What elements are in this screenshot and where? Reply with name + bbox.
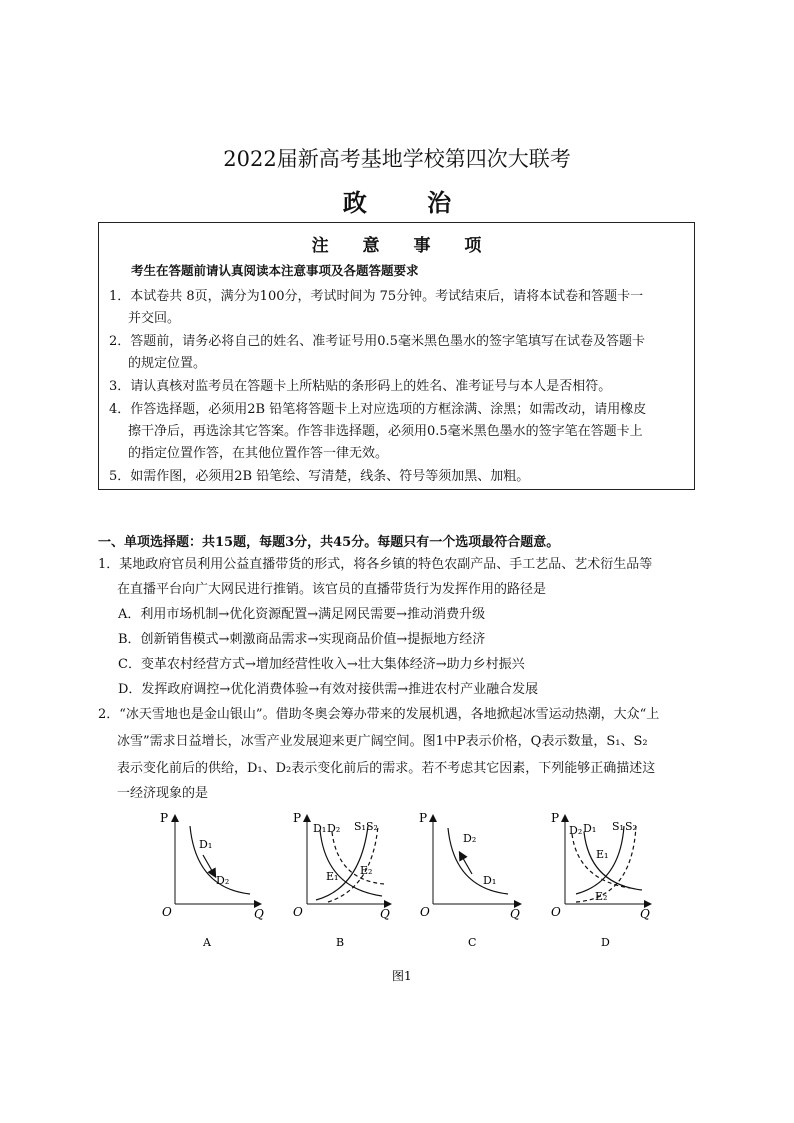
curve-label: D₁ [199,838,213,851]
exam-title: 2022届新高考基地学校第四次大联考 [223,147,571,171]
question-1-stem: 在直播平台向广大网民进行推销。该官员的直播带货行为发挥作用的路径是 [117,582,547,597]
panel-label: D [601,936,610,949]
axis-p-label: P [293,811,302,825]
notice-line: 3．请认真核对监考员在答题卡上所粘贴的条形码上的姓名、准考证号与本人是否相符。 [109,379,612,394]
panel-label: C [468,936,477,949]
question-2-stem: 一经济现象的是 [117,786,209,801]
question-1-option-d: D．发挥政府调控→优化消费体验→有效对接供需→推进农村产业融合发展 [118,682,539,697]
question-2-stem: 表示变化前后的供给，D₁、D₂表示变化前后的需求。若不考虑其它因素，下列能够正确描述这 [117,761,656,776]
figure-panel-a [160,811,264,949]
curve-label: D₁ [583,822,597,835]
notice-line: 4．作答选择题，必须用2B 铅笔将答题卡上对应选项的方框涂满、涂黑；如需改动，请用橡皮 [109,402,647,417]
equilibrium-label: E₁ [596,848,609,861]
question-2-stem: 2．“冰天雪地也是金山银山”。借助冬奥会筹办带来的发展机遇，各地掀起冰雪运动热潮，大众“上 [98,707,660,722]
axis-q-label: Q [640,907,650,921]
axis-q-label: Q [254,907,264,921]
axis-p-label: P [551,811,560,825]
notice-line: 擦干净后，再选涂其它答案。作答非选择题，必须用0.5毫米黑色墨水的签字笔在答题卡上 [128,424,643,439]
origin-label: O [293,905,303,919]
equilibrium-label: E₂ [360,864,373,877]
shift-arrow [203,855,215,876]
curve-label: S₁ [612,820,624,833]
exam-subject: 政 治 [342,188,478,217]
notice-heading: 注 意 事 项 [311,236,496,256]
curve-label: D₁ [483,874,497,887]
demand-curve-d1 [584,832,642,890]
notice-line: 1．本试卷共 8页，满分为100分，考试时间为 75分钟。考试结束后，请将本试卷和答题卡一 [109,289,644,304]
demand-curve-d1 [320,830,382,896]
curve-label: D₂ [569,824,583,837]
notice-subheading: 考生在答题前请认真阅读本注意事项及各题答题要求 [131,263,419,278]
notice-line: 并交回。 [128,311,181,326]
supply-curve-s1 [316,826,368,900]
section-heading: 一、单项选择题：共15题，每题3分，共45分。每题只有一个选项最符合题意。 [98,535,560,550]
equilibrium-label: E₂ [595,890,608,903]
curve-label: D₂ [463,832,477,845]
curve-label: D₂ [216,874,230,887]
shift-arrow [460,853,472,874]
figure-caption: 图1 [392,969,412,983]
axis-p-label: P [419,811,428,825]
notice-box [98,222,695,490]
question-1-option-a: A．利用市场机制→优化资源配置→满足网民需要→推动消费升级 [118,607,486,622]
question-1-option-c: C．变革农村经营方式→增加经营性收入→壮大集体经济→助力乡村振兴 [118,657,525,672]
notice-line: 2．答题前，请务必将自己的姓名、准考证号用0.5毫米黑色墨水的签字笔填写在试卷及答题卡 [109,334,645,349]
curve-label: D₁ [313,822,327,835]
notice-line: 的指定位置作答，在其他位置作答一律无效。 [128,446,389,461]
axis-q-label: Q [380,907,390,921]
demand-curve [448,828,508,894]
curve-label: S₁ [354,820,366,833]
origin-label: O [420,905,430,919]
question-1-stem: 1．某地政府官员利用公益直播带货的形式，将各乡镇的特色农副产品、手工艺品、艺术衍生品等 [98,557,653,572]
axis-q-label: Q [510,907,520,921]
panel-label: B [336,936,345,949]
origin-label: O [551,905,561,919]
figure-1 [150,808,660,988]
curve-label: S₂ [625,820,637,833]
notice-line: 的规定位置。 [128,356,207,371]
figure-panel-c [419,811,520,949]
curve-label: S₂ [366,820,378,833]
figure-panel-d [551,811,650,949]
origin-label: O [162,905,172,919]
panel-label: A [203,936,211,949]
curve-label: D₂ [327,822,341,835]
question-1-option-b: B．创新销售模式→刺激商品需求→实现商品价值→提振地方经济 [118,632,486,647]
axis-p-label: P [160,811,169,825]
equilibrium-label: E₁ [326,870,339,883]
figure-panel-b [293,811,390,949]
question-2-stem: 冰雪”需求日益增长，冰雪产业发展迎来更广阔空间。图1中P表示价格，Q表示数量，S₁、S₂ [117,734,648,749]
notice-line: 5．如需作图，必须用2B 铅笔绘、写清楚，线条、符号等须加黑、加粗。 [109,469,530,484]
